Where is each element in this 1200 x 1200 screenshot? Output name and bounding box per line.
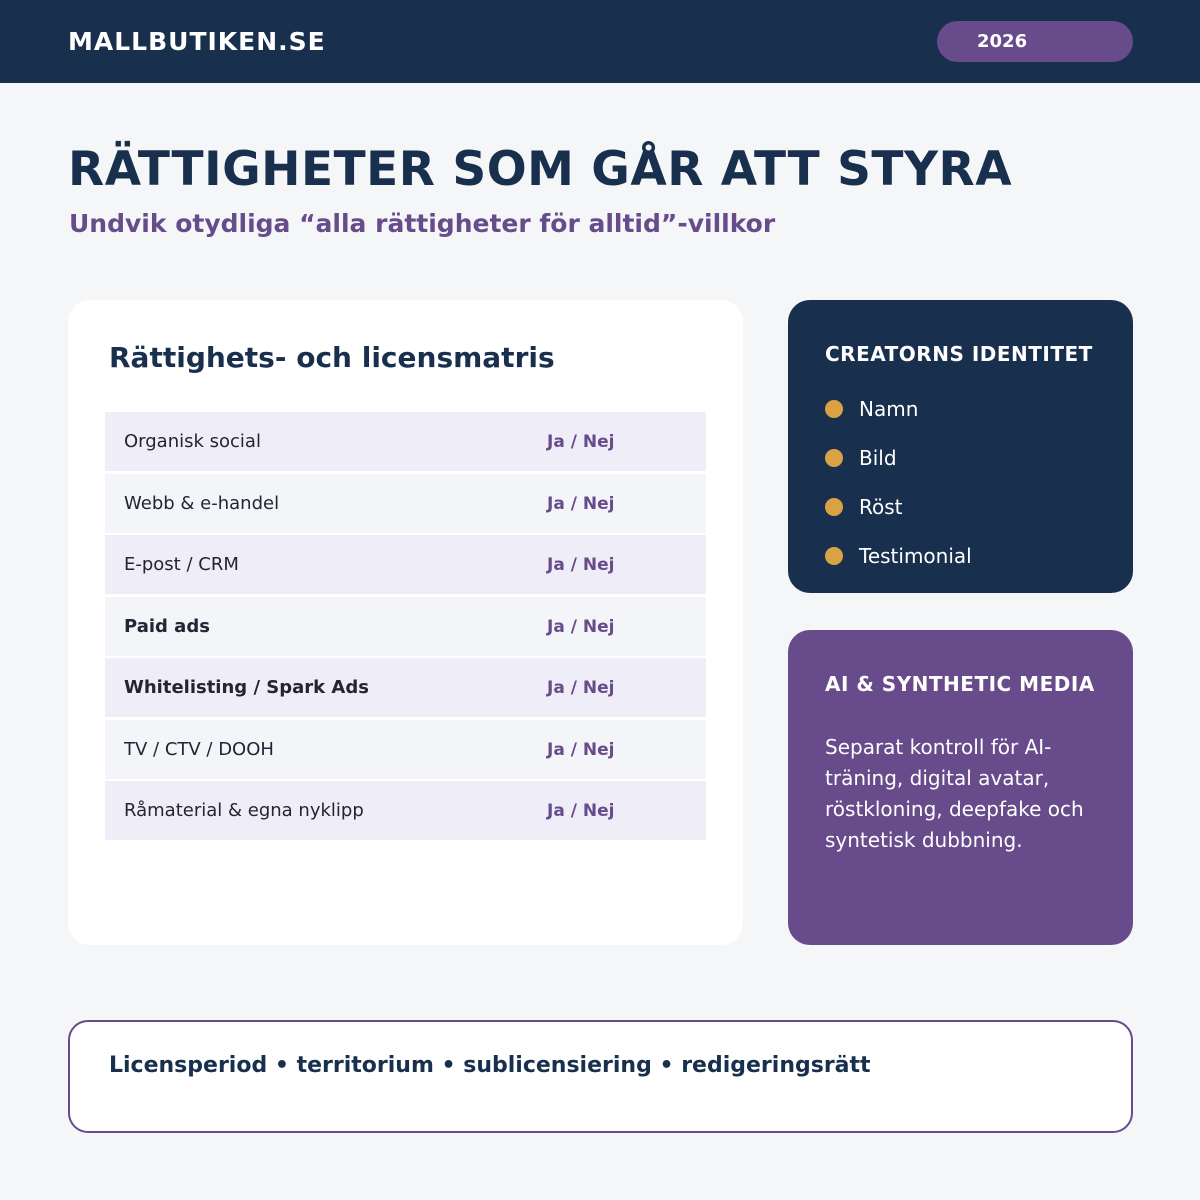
matrix-row: [105, 535, 706, 594]
matrix-row: [105, 412, 706, 471]
matrix-row-label: Paid ads: [124, 615, 210, 637]
bullet-dot-icon: [825, 498, 843, 516]
matrix-row: [105, 781, 706, 840]
matrix-row-label: Webb & e-handel: [124, 492, 280, 514]
matrix-row-value: Ja / Nej: [547, 678, 615, 698]
matrix-title: Rättighets- och licensmatris: [109, 341, 555, 374]
matrix-row: [105, 474, 706, 533]
matrix-row-label: Råmaterial & egna nyklipp: [124, 800, 364, 821]
matrix-row-label: Whitelisting / Spark Ads: [124, 677, 369, 698]
matrix-row-value: Ja / Nej: [547, 555, 615, 575]
matrix-row-label: E-post / CRM: [124, 554, 239, 575]
rights-matrix-card: [68, 300, 743, 945]
license-terms-text: Licensperiod • territorium • sublicensiering • redigeringsrätt: [109, 1053, 871, 1078]
identity-item: [825, 495, 1115, 544]
matrix-row-value: Ja / Nej: [547, 739, 615, 760]
brand-logo-text[interactable]: MALLBUTIKEN.SE: [68, 27, 326, 56]
ai-description: Separat kontroll för AI-träning, digital avatar, röstkloning, deepfake och syntetisk dubbning.: [825, 735, 1084, 852]
year-badge: [937, 21, 1133, 62]
identity-item-label: Namn: [859, 397, 919, 421]
identity-item: [825, 397, 1115, 446]
matrix-row-value: Ja / Nej: [547, 801, 615, 821]
ai-synthetic-media-card: [788, 630, 1133, 945]
matrix-row-value: Ja / Nej: [547, 493, 615, 514]
matrix-row-label: Organisk social: [124, 431, 261, 452]
identity-item-label: Röst: [859, 495, 903, 519]
identity-item: [825, 544, 1115, 593]
page-subtitle: Undvik otydliga “alla rättigheter för alltid”-villkor: [69, 209, 776, 238]
matrix-row-value: Ja / Nej: [547, 616, 615, 637]
matrix-row: [105, 597, 706, 656]
identity-item-label: Bild: [859, 446, 897, 470]
identity-item-label: Testimonial: [859, 544, 972, 568]
ai-heading: AI & SYNTHETIC MEDIA: [825, 672, 1095, 696]
creator-identity-card: [788, 300, 1133, 593]
top-bar: [0, 0, 1200, 83]
matrix-row-label: TV / CTV / DOOH: [124, 738, 274, 760]
year-label: 2026: [977, 31, 1028, 52]
license-terms-box: [68, 1020, 1133, 1133]
bullet-dot-icon: [825, 400, 843, 418]
identity-list: [825, 397, 1115, 593]
page-title: RÄTTIGHETER SOM GÅR ATT STYRA: [68, 142, 1013, 197]
identity-item: [825, 446, 1115, 495]
matrix-table: [105, 412, 706, 843]
bullet-dot-icon: [825, 547, 843, 565]
matrix-row-value: Ja / Nej: [547, 432, 615, 452]
identity-heading: CREATORNS IDENTITET: [825, 342, 1093, 366]
matrix-row: [105, 658, 706, 717]
bullet-dot-icon: [825, 449, 843, 467]
matrix-row: [105, 720, 706, 779]
